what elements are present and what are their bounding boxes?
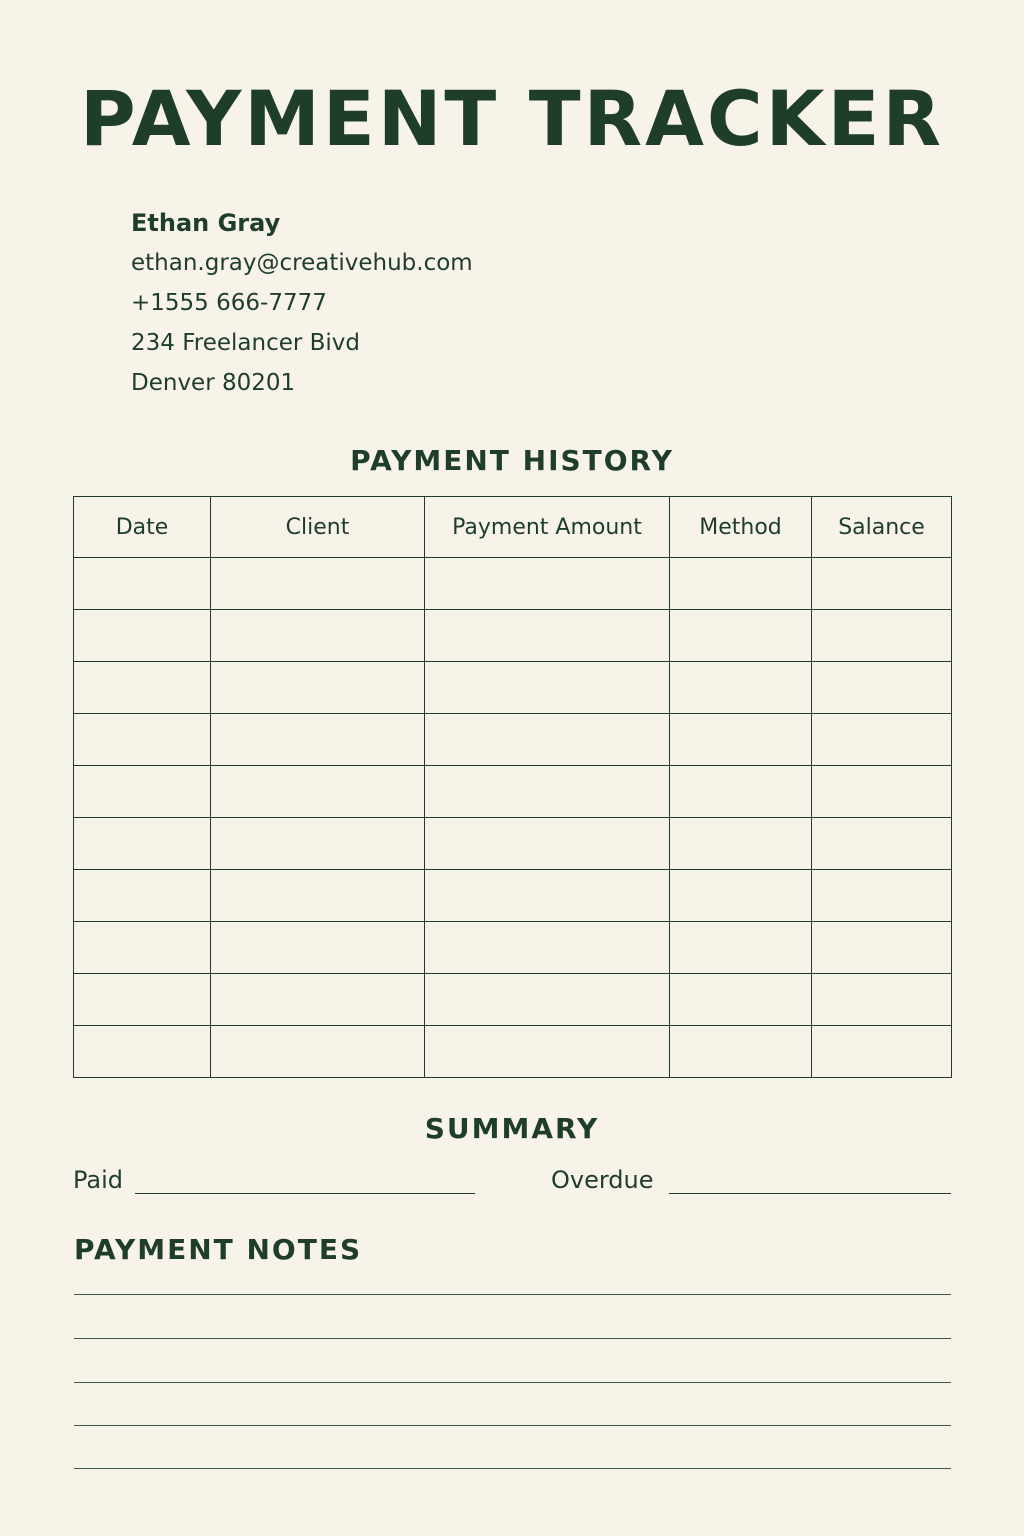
- date-cell[interactable]: [74, 714, 211, 766]
- client-cell[interactable]: [211, 922, 425, 974]
- table-row: [74, 766, 952, 818]
- table-row: [74, 610, 952, 662]
- table-row: [74, 870, 952, 922]
- contact-name: Ethan Gray: [131, 209, 281, 237]
- overdue-field[interactable]: [669, 1193, 951, 1194]
- payment-amount-cell[interactable]: [425, 1026, 670, 1078]
- balance-cell[interactable]: [812, 610, 952, 662]
- payment-amount-cell[interactable]: [425, 558, 670, 610]
- client-cell[interactable]: [211, 1026, 425, 1078]
- date-cell[interactable]: [74, 662, 211, 714]
- payment-amount-cell[interactable]: [425, 870, 670, 922]
- note-line[interactable]: [74, 1425, 951, 1426]
- table-row: [74, 662, 952, 714]
- note-line[interactable]: [74, 1294, 951, 1295]
- method-cell[interactable]: [670, 662, 812, 714]
- table-row: [74, 974, 952, 1026]
- overdue-label: Overdue: [551, 1166, 654, 1194]
- payment-amount-cell[interactable]: [425, 922, 670, 974]
- date-cell[interactable]: [74, 766, 211, 818]
- payment-history-heading: PAYMENT HISTORY: [350, 444, 674, 477]
- summary-row: [0, 1162, 1024, 1202]
- client-cell[interactable]: [211, 766, 425, 818]
- balance-cell[interactable]: [812, 974, 952, 1026]
- page-title: PAYMENT TRACKER: [79, 74, 945, 163]
- column-header-client: Client: [211, 497, 425, 558]
- payment-amount-cell[interactable]: [425, 662, 670, 714]
- client-cell[interactable]: [211, 974, 425, 1026]
- client-cell[interactable]: [211, 610, 425, 662]
- balance-cell[interactable]: [812, 870, 952, 922]
- paid-field[interactable]: [135, 1193, 475, 1194]
- payment-notes-heading: PAYMENT NOTES: [74, 1233, 363, 1266]
- note-line[interactable]: [74, 1468, 951, 1469]
- balance-cell[interactable]: [812, 558, 952, 610]
- client-cell[interactable]: [211, 818, 425, 870]
- balance-cell[interactable]: [812, 766, 952, 818]
- method-cell[interactable]: [670, 558, 812, 610]
- payment-amount-cell[interactable]: [425, 766, 670, 818]
- client-cell[interactable]: [211, 714, 425, 766]
- table-row: [74, 714, 952, 766]
- date-cell[interactable]: [74, 610, 211, 662]
- payment-history-rows: [74, 558, 952, 1078]
- column-header-date: Date: [74, 497, 211, 558]
- balance-cell[interactable]: [812, 922, 952, 974]
- payment-amount-cell[interactable]: [425, 714, 670, 766]
- method-cell[interactable]: [670, 818, 812, 870]
- method-cell[interactable]: [670, 870, 812, 922]
- date-cell[interactable]: [74, 1026, 211, 1078]
- date-cell[interactable]: [74, 558, 211, 610]
- table-row: [74, 558, 952, 610]
- method-cell[interactable]: [670, 766, 812, 818]
- column-header-payment-amount: Payment Amount: [425, 497, 670, 558]
- balance-cell[interactable]: [812, 818, 952, 870]
- method-cell[interactable]: [670, 974, 812, 1026]
- contact-phone: +1555 666-7777: [131, 290, 327, 316]
- date-cell[interactable]: [74, 818, 211, 870]
- table-row: [74, 922, 952, 974]
- contact-block: [131, 206, 831, 406]
- summary-heading: SUMMARY: [424, 1112, 600, 1145]
- note-line[interactable]: [74, 1338, 951, 1339]
- balance-cell[interactable]: [812, 1026, 952, 1078]
- contact-city: Denver 80201: [131, 370, 296, 396]
- method-cell[interactable]: [670, 714, 812, 766]
- table-row: [74, 818, 952, 870]
- payment-history-table: [73, 496, 952, 1078]
- balance-cell[interactable]: [812, 714, 952, 766]
- payment-amount-cell[interactable]: [425, 610, 670, 662]
- column-header-method: Method: [670, 497, 812, 558]
- client-cell[interactable]: [211, 662, 425, 714]
- method-cell[interactable]: [670, 922, 812, 974]
- method-cell[interactable]: [670, 1026, 812, 1078]
- contact-address: 234 Freelancer Bivd: [131, 330, 361, 356]
- client-cell[interactable]: [211, 558, 425, 610]
- table-row: [74, 1026, 952, 1078]
- column-header-balance: Salance: [812, 497, 952, 558]
- client-cell[interactable]: [211, 870, 425, 922]
- payment-amount-cell[interactable]: [425, 818, 670, 870]
- paid-label: Paid: [73, 1166, 124, 1194]
- table-header-row: [74, 497, 952, 558]
- payment-amount-cell[interactable]: [425, 974, 670, 1026]
- method-cell[interactable]: [670, 610, 812, 662]
- note-line[interactable]: [74, 1382, 951, 1383]
- balance-cell[interactable]: [812, 662, 952, 714]
- date-cell[interactable]: [74, 974, 211, 1026]
- date-cell[interactable]: [74, 870, 211, 922]
- contact-email: ethan.gray@creativehub.com: [131, 250, 473, 276]
- date-cell[interactable]: [74, 922, 211, 974]
